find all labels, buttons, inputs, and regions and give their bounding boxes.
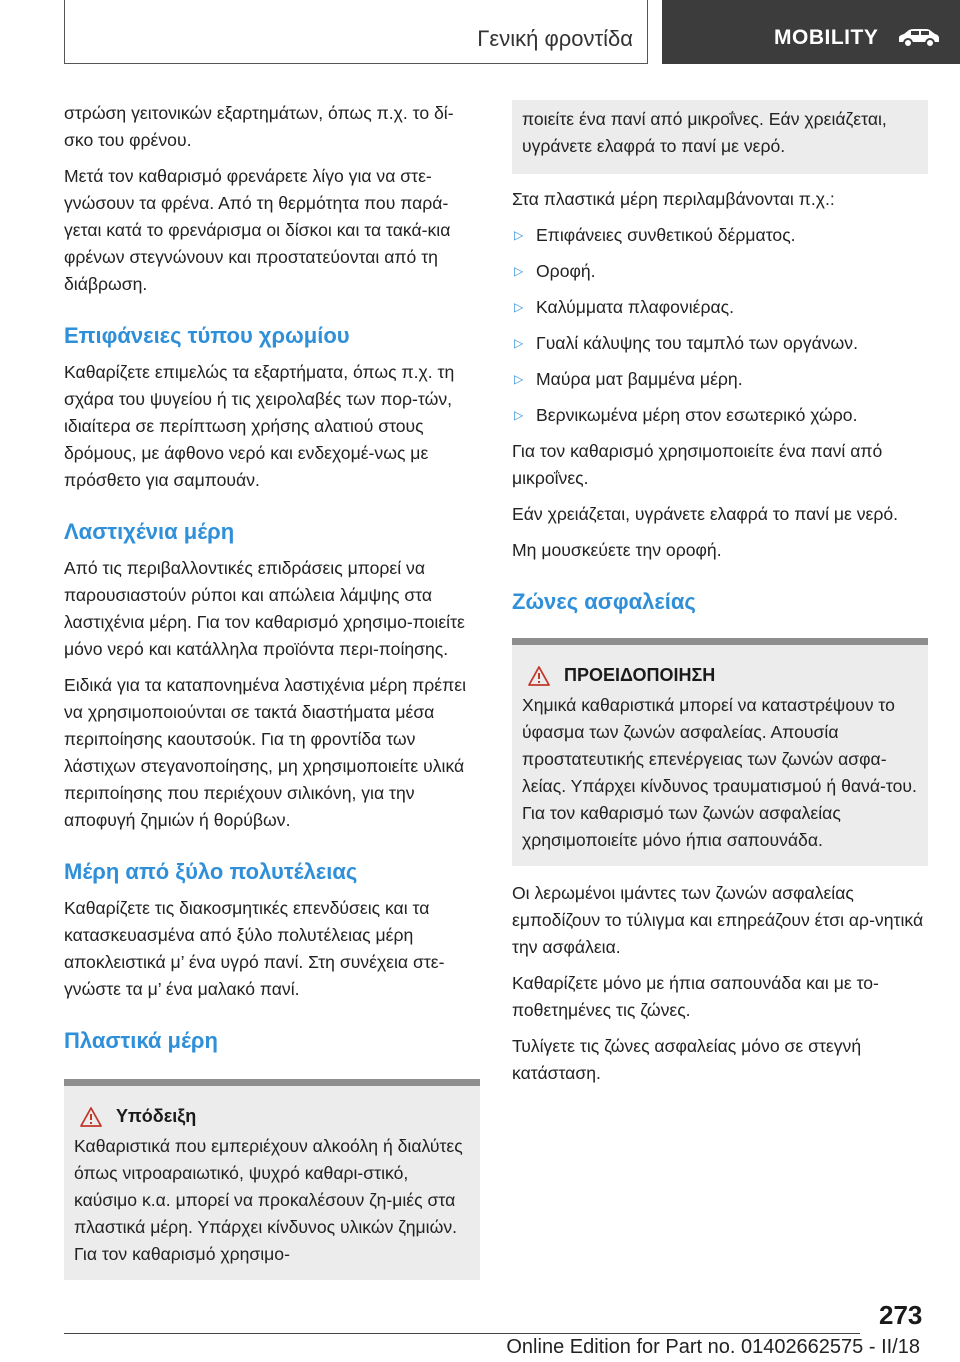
list-item: ▷ Βερνικωμένα μέρη στον εσωτερικό χώρο. [512,402,928,429]
right-column [512,100,928,1096]
paragraph: Μετά τον καθαρισμό φρενάρετε λίγο για να στε-γνώσουν τα φρένα. Από τη θερμότητα που παρά-γεται κατά το φρενάρισμα οι δίσκοι και τα τακά-κια φρένων στεγνώνουν και προστατεύονται από τη διάβρωση. [64,166,451,294]
paragraph: Ειδικά για τα καταπονημένα λαστιχένια μέρη πρέπει να χρησιμοποιούνται σε τακτά διαστήματα μέσα περιποίησης καουτσούκ. Για τη φροντίδα των λάστιχων στεγανοποίησης, μη χρησιμοποιείτε υλικά περιποίησης που περιέχουν σιλικόνη, για την αποφυγή ζημιών ή θορύβων. [64,675,467,830]
paragraph: Εάν χρειάζεται, υγράνετε ελαφρά το πανί με νερό. [512,504,899,524]
car-icon [896,28,942,48]
plastic-parts-list [512,222,928,429]
heading-rubber: Λαστιχένια μέρη [64,519,235,544]
list-item: ▷ Καλύμματα πλαφονιέρας. [512,294,928,321]
list-item: ▷ Οροφή. [512,258,928,285]
warning-title: ΠΡΟΕΙΔΟΠΟΙΗΣΗ [564,665,716,685]
warning-icon [528,666,550,686]
heading-plastic: Πλαστικά μέρη [64,1028,218,1053]
paragraph: Μη μουσκεύετε την οροφή. [512,540,722,560]
note-box [64,1079,480,1280]
note-title: Υπόδειξη [116,1106,197,1126]
left-column [64,100,480,1280]
triangle-bullet-icon: ▷ [514,408,524,422]
footer-divider [64,1333,860,1334]
triangle-bullet-icon: ▷ [514,300,524,314]
triangle-bullet-icon: ▷ [514,336,524,350]
header-frame [64,0,648,64]
paragraph: Για τον καθαρισμό χρησιμοποιείτε ένα πανί από μικροΐνες. [512,441,883,488]
note-text: Καθαριστικά που εμπεριέχουν αλκοόλη ή διαλύτες όπως νιτροαραιωτικό, ψυχρό καθαρι-στικό, καύσιμο κ.α. μπορεί να προκαλέσουν ζη-μιές στα πλαστικά μέρη. Υπάρχει κίνδυνος υλικών ζημιών. Για τον καθαρισμό χρησιμο- [74,1136,463,1264]
heading-chrome: Επιφάνειες τύπου χρωμίου [64,323,350,348]
mobility-tab[interactable] [662,0,960,64]
paragraph: Τυλίγετε τις ζώνες ασφαλείας μόνο σε στεγνή κατάσταση. [512,1036,862,1083]
page-number: 273 [879,1300,923,1330]
triangle-bullet-icon: ▷ [514,264,524,278]
footer-edition: Online Edition for Part no. 01402662575 - II/18 [506,1336,920,1358]
paragraph: Από τις περιβαλλοντικές επιδράσεις μπορεί να παρουσιαστούν ρύποι και απώλεια λάμψης στα λαστιχένια μέρη. Για τον καθαρισμό χρησιμο-ποιείτε μόνο νερό και κατάλληλα προϊόντα περι-ποίησης. [64,558,465,659]
paragraph: Καθαρίζετε τις διακοσμητικές επενδύσεις και τα κατασκευασμένα από ξύλο πολυτέλειας μέρη αποκλειστικά μ’ ένα υγρό πανί. Στη συνέχεια στε-γνώστε τα μ’ ένα μαλακό πανί. [64,898,445,999]
warning-icon [80,1107,102,1127]
note-text-continued: ποιείτε ένα πανί από μικροΐνες. Εάν χρειάζεται, υγράνετε ελαφρά το πανί με νερό. [522,109,887,156]
warning-box [512,638,928,866]
paragraph: Στα πλαστικά μέρη περιλαμβάνονται π.χ.: [512,189,835,209]
paragraph: Οι λερωμένοι ιμάντες των ζωνών ασφαλείας εμποδίζουν το τύλιγμα και επηρεάζουν έτσι αρ-νητικά την ασφάλεια. [512,883,924,957]
triangle-bullet-icon: ▷ [514,372,524,386]
warning-text: Χημικά καθαριστικά μπορεί να καταστρέψουν το ύφασμα των ζωνών ασφαλείας. Απουσία προστατευτικής επενέργειας των ζωνών ασφα-λείας. Υπάρχει κίνδυνος τραυματισμού ή θανά-του. Για τον καθαρισμό των ζωνών ασφαλείας χρησιμοποιείτε μόνο ήπια σαπουνάδα. [522,695,917,850]
list-item: ▷ Γυαλί κάλυψης του ταμπλό των οργάνων. [512,330,928,357]
list-item: ▷ Μαύρα ματ βαμμένα μέρη. [512,366,928,393]
section-title: Γενική φροντίδα [477,26,633,51]
note-box-continued [512,100,928,174]
paragraph: στρώση γειτονικών εξαρτημάτων, όπως π.χ. το δί-σκο του φρένου. [64,103,454,150]
triangle-bullet-icon: ▷ [514,228,524,242]
heading-belts: Ζώνες ασφαλείας [512,589,696,614]
list-item: ▷ Επιφάνειες συνθετικού δέρματος. [512,222,928,249]
mobility-tab-label: MOBILITY [774,26,879,49]
paragraph: Καθαρίζετε μόνο με ήπια σαπουνάδα και με το-ποθετημένες τις ζώνες. [512,973,879,1020]
paragraph: Καθαρίζετε επιμελώς τα εξαρτήματα, όπως π.χ. τη σχάρα του ψυγείου ή τις χειρολαβές των πορ-τών, ιδιαίτερα σε περίπτωση χρήσης αλατιού στους δρόμους, με άφθονο νερό και ενδεχομέ-νως με πρόσθετο για σαμπουάν. [64,362,455,490]
heading-wood: Μέρη από ξύλο πολυτέλειας [64,859,358,884]
